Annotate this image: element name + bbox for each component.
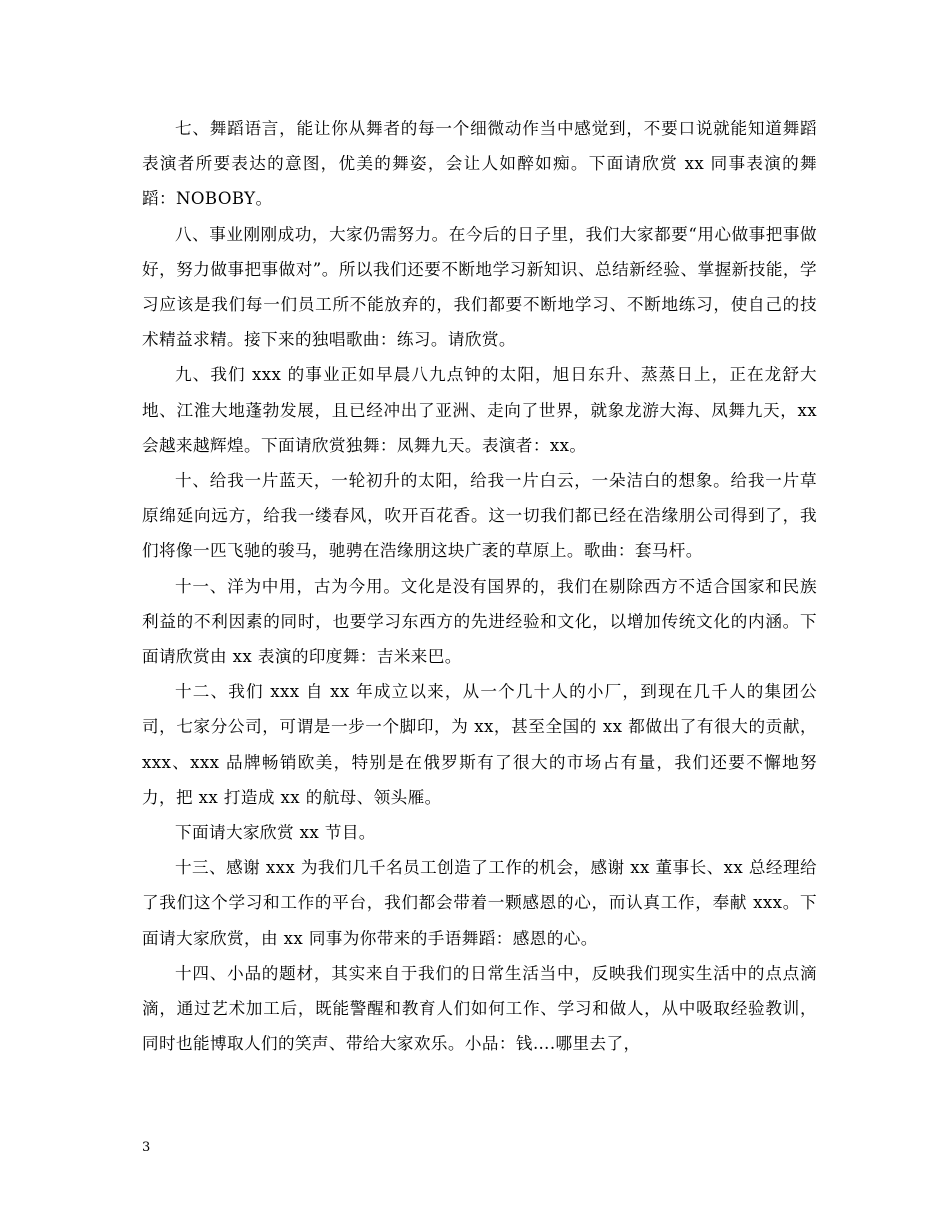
paragraph-10: 十、给我一片蓝天，一轮初升的太阳，给我一片白云，一朵洁白的想象。给我一片草原绵延向远方，给我一缕春风，吹开百花香。这一切我们都已经在浩缘朋公司得到了，我们将像一匹飞驰的骏马，驰骋在浩缘朋这块广袤的草原上。歌曲：套马杆。 <box>142 471 817 561</box>
paragraph-8: 八、事业刚刚成功，大家仍需努力。在今后的日子里，我们大家都要“用心做事把事做好，努力做事把事做对”。所以我们还要不断地学习新知识、总结新经验、掌握新技能，学习应该是我们每一们员工所不能放弃的，我们都要不断地学习、不断地练习，使自己的技术精益求精。接下来的独唱歌曲：练习。请欣赏。 <box>142 224 817 350</box>
paragraph-7: 七、舞蹈语言，能让你从舞者的每一个细微动作当中感觉到，不要口说就能知道舞蹈表演者所要表达的意图，优美的舞姿，会让人如醉如痴。下面请欣赏 xx 同事表演的舞蹈：NOBOBY。 <box>142 119 817 209</box>
paragraph-14: 十四、小品的题材，其实来自于我们的日常生活当中，反映我们现实生活中的点点滴滴，通过艺术加工后，既能警醒和教育人们如何工作、学习和做人，从中吸取经验教训，同时也能博取人们的笑声、带给大家欢乐。小品：钱….哪里去了， <box>142 963 817 1054</box>
paragraph-12: 十二、我们 xxx 自 xx 年成立以来，从一个几十人的小厂，到现在几千人的集团公司，七家分公司，可谓是一步一个脚印，为 xx，甚至全国的 xx 都做出了有很大的贡献，xxx、xxx 品牌畅销欧美，特别是在俄罗斯有了很大的市场占有量，我们还要不懈地努力，把 xx 打造成 xx 的航母、领头雁。 <box>142 682 817 807</box>
paragraph-11: 十一、洋为中用，古为今用。文化是没有国界的，我们在剔除西方不适合国家和民族利益的不利因素的同时，也要学习东西方的先进经验和文化，以增加传统文化的内涵。下面请欣赏由 xx 表演的印度舞：吉米来巴。 <box>142 576 817 667</box>
document-body <box>142 111 817 1061</box>
paragraph-program-note: 下面请大家欣赏 xx 节目。 <box>175 823 376 843</box>
page-number: 3 <box>142 1140 151 1155</box>
paragraph-9: 九、我们 xxx 的事业正如早晨八九点钟的太阳，旭日东升、蒸蒸日上，正在龙舒大地、江淮大地蓬勃发展，且已经冲出了亚洲、走向了世界，就象龙游大海、凤舞九天，xx 会越来越辉煌。下面请欣赏独舞：凤舞九天。表演者：xx。 <box>142 365 817 455</box>
paragraph-13: 十三、感谢 xxx 为我们几千名员工创造了工作的机会，感谢 xx 董事长、xx 总经理给了我们这个学习和工作的平台，我们都会带着一颗感恩的心，而认真工作，奉献 xxx。下面请大家欣赏，由 xx 同事为你带来的手语舞蹈：感恩的心。 <box>142 858 817 948</box>
